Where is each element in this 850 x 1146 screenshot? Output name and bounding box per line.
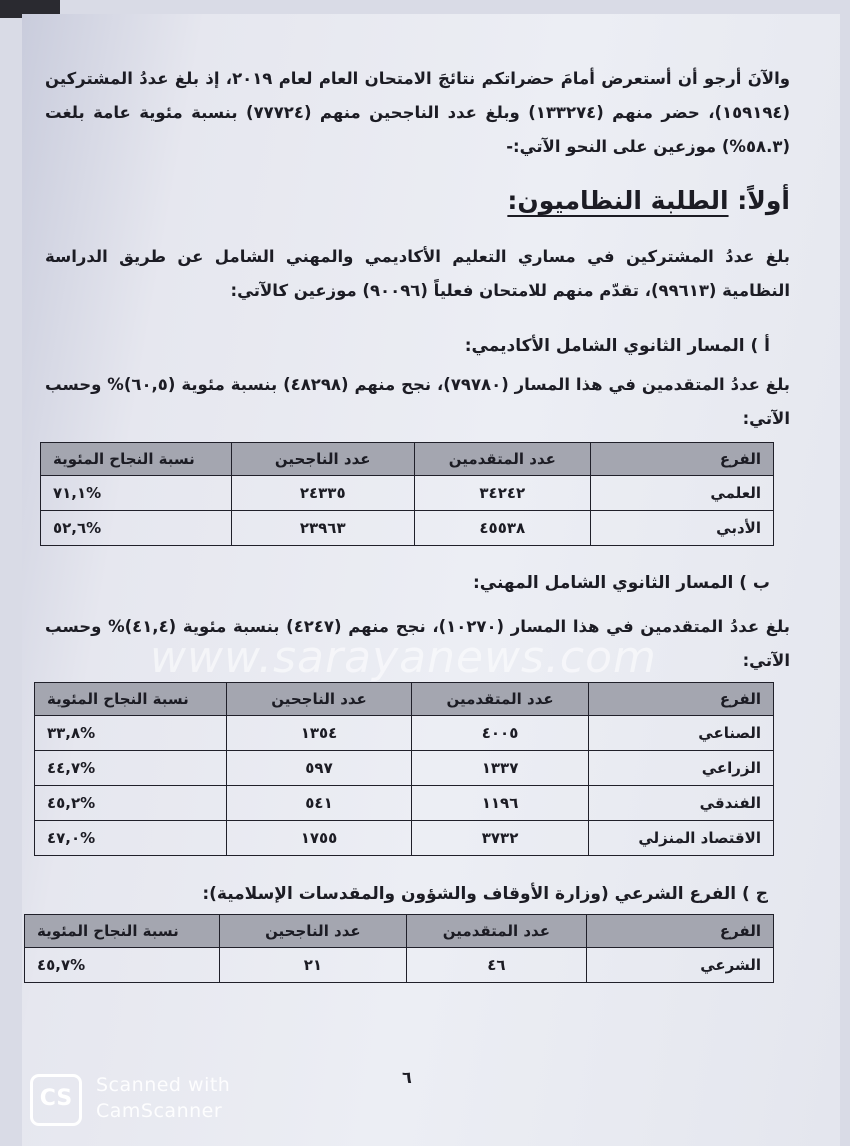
table-header-row <box>25 915 774 948</box>
col-header-branch: الفرع <box>590 443 773 476</box>
page-number: ٦ <box>402 1068 412 1087</box>
vocational-heading: ب ) المسار الثانوي الشامل المهني: <box>472 573 770 593</box>
col-header-branch: الفرع <box>589 683 774 716</box>
regular-students-paragraph: بلغ عددُ المشتركين في مساري التعليم الأكاديمي والمهني الشامل عن طريق الدراسة النظامية (٩٩٦١٣)، تقدّم منهم للامتحان فعلياً (٩٠٠٩٦) موزعين كالآتي: <box>45 247 790 300</box>
cell-passed: ٥٩٧ <box>227 751 412 786</box>
table-row <box>41 476 774 511</box>
cell-branch: الاقتصاد المنزلي <box>589 821 774 856</box>
cell-pass-rate: %٥٢,٦ <box>41 511 232 546</box>
col-header-pass-rate: نسبة النجاح المئوية <box>25 915 220 948</box>
vocational-table <box>34 682 774 856</box>
table-row <box>25 948 774 983</box>
cell-passed: ١٣٥٤ <box>227 716 412 751</box>
cell-branch: العلمي <box>590 476 773 511</box>
cell-passed: ٢٤٣٣٥ <box>231 476 414 511</box>
sharia-heading: ج ) الفرع الشرعي (وزارة الأوقاف والشؤون والمقدسات الإسلامية): <box>202 884 768 904</box>
section-heading-title: الطلبة النظاميون: <box>507 186 729 215</box>
cell-applicants: ١١٩٦ <box>411 786 588 821</box>
cell-pass-rate: %٧١,١ <box>41 476 232 511</box>
cell-applicants: ٣٤٢٤٢ <box>414 476 590 511</box>
table-row <box>35 821 774 856</box>
academic-table <box>40 442 774 546</box>
cell-applicants: ١٣٣٧ <box>411 751 588 786</box>
intro-paragraph: والآنَ أرجو أن أستعرض أمامَ حضراتكم نتائجَ الامتحان العام لعام ٢٠١٩، إذ بلغ عددُ المشتركين (١٥٩١٩٤)، حضر منهم (١٣٣٢٧٤) وبلغ عدد الناجحين منهم (٧٧٧٢٤) بنسبة مئوية عامة بلغت (٥٨.٣%) موزعين على النحو الآتي:- <box>45 69 791 156</box>
scanner-caption-line1: Scanned with <box>96 1074 231 1096</box>
cell-pass-rate: %٣٣,٨ <box>35 716 227 751</box>
cell-applicants: ٤٥٥٣٨ <box>414 511 590 546</box>
cell-passed: ٢٣٩٦٣ <box>231 511 414 546</box>
table-header-row <box>41 443 774 476</box>
cell-pass-rate: %٤٥,٢ <box>35 786 227 821</box>
col-header-passed: عدد الناجحين <box>227 683 412 716</box>
table-row <box>35 751 774 786</box>
cell-branch: الأدبي <box>590 511 773 546</box>
cell-pass-rate: %٤٧,٠ <box>35 821 227 856</box>
section-heading-prefix: أولاً: <box>737 186 790 215</box>
watermark: www.sarayanews.com <box>150 632 657 683</box>
scanner-caption-line2: CamScanner <box>96 1100 223 1122</box>
col-header-pass-rate: نسبة النجاح المئوية <box>35 683 227 716</box>
cell-passed: ١٧٥٥ <box>227 821 412 856</box>
cell-applicants: ٤٦ <box>407 948 587 983</box>
col-header-branch: الفرع <box>586 915 773 948</box>
cell-passed: ٥٤١ <box>227 786 412 821</box>
cell-branch: الصناعي <box>589 716 774 751</box>
cell-passed: ٢١ <box>219 948 406 983</box>
academic-paragraph: بلغ عددُ المتقدمين في هذا المسار (٧٩٧٨٠)، نجح منهم (٤٨٢٩٨) بنسبة مئوية (٦٠,٥)% وحسب الآتي: <box>45 375 790 428</box>
col-header-applicants: عدد المتقدمين <box>414 443 590 476</box>
cell-applicants: ٣٧٣٢ <box>411 821 588 856</box>
cell-branch: الشرعي <box>586 948 773 983</box>
table-row <box>35 786 774 821</box>
cell-pass-rate: %٤٥,٧ <box>25 948 220 983</box>
table-row <box>35 716 774 751</box>
vocational-paragraph: بلغ عددُ المتقدمين في هذا المسار (١٠٢٧٠)، نجح منهم (٤٢٤٧) بنسبة مئوية (٤١,٤)% وحسب الآتي: <box>45 617 790 670</box>
cell-branch: الفندقي <box>589 786 774 821</box>
cell-applicants: ٤٠٠٥ <box>411 716 588 751</box>
col-header-pass-rate: نسبة النجاح المئوية <box>41 443 232 476</box>
col-header-passed: عدد الناجحين <box>219 915 406 948</box>
sharia-table <box>24 914 774 983</box>
col-header-applicants: عدد المتقدمين <box>407 915 587 948</box>
table-header-row <box>35 683 774 716</box>
section-heading <box>507 186 790 215</box>
col-header-applicants: عدد المتقدمين <box>411 683 588 716</box>
cell-pass-rate: %٤٤,٧ <box>35 751 227 786</box>
camscanner-logo: CS <box>30 1074 82 1126</box>
academic-heading: أ ) المسار الثانوي الشامل الأكاديمي: <box>464 336 770 356</box>
cell-branch: الزراعي <box>589 751 774 786</box>
table-row <box>41 511 774 546</box>
col-header-passed: عدد الناجحين <box>231 443 414 476</box>
